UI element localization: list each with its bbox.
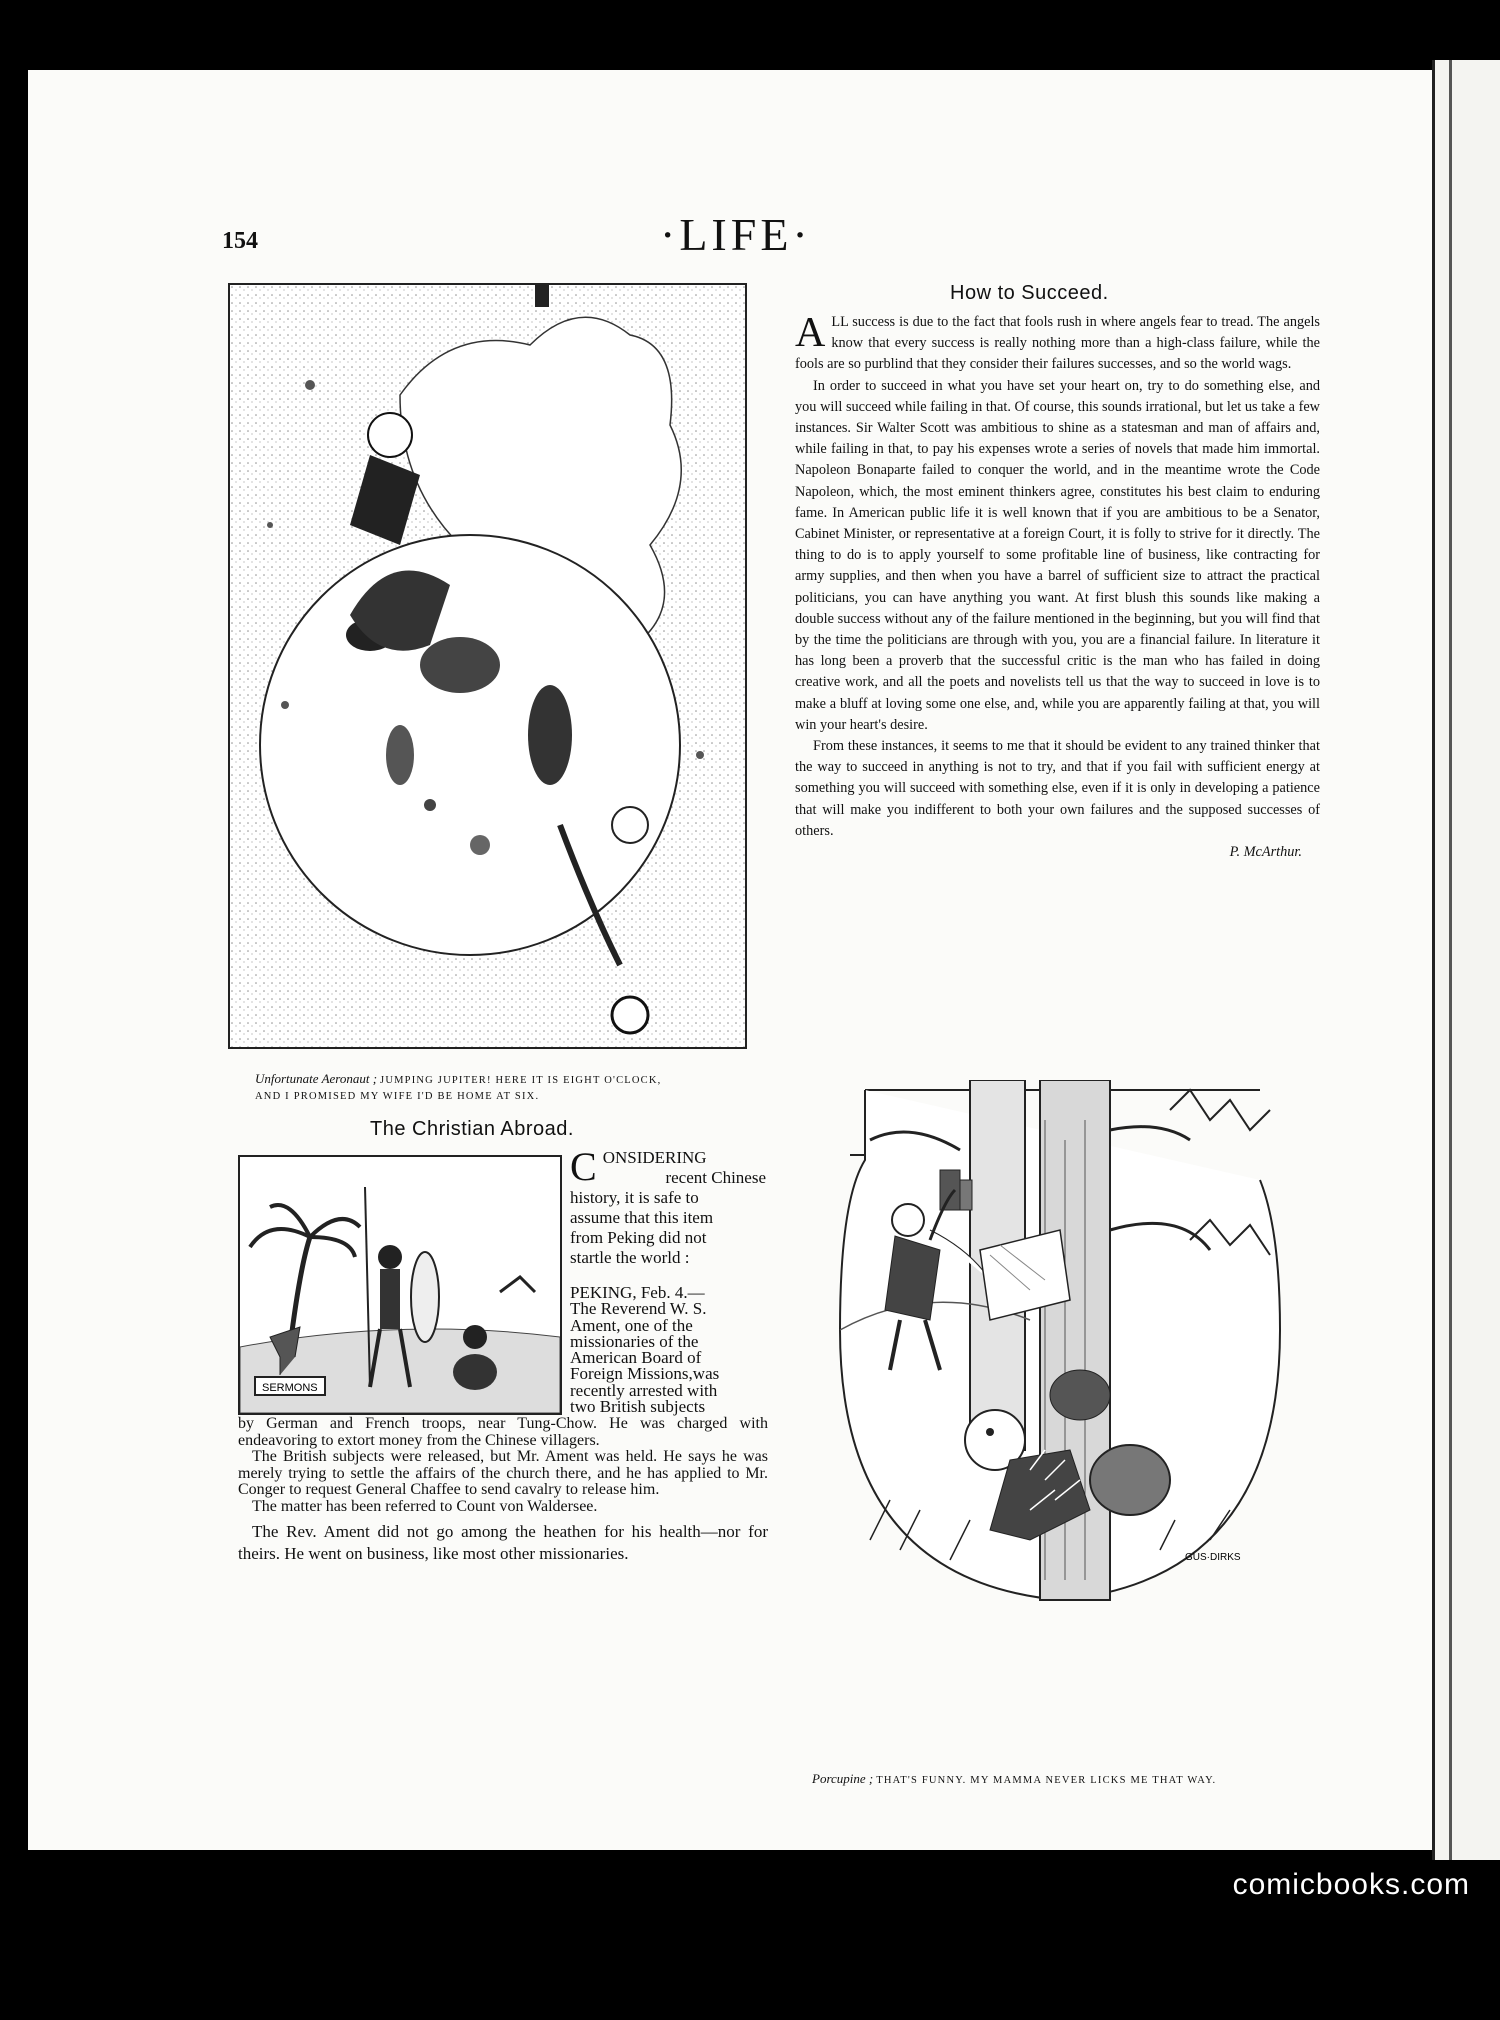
success-signature: P. McArthur.: [1229, 844, 1302, 861]
christian-paragraph-4: The Rev. Ament did not go among the heathen for his health—nor for theirs. He went on business, like most other missionaries.: [238, 1522, 768, 1563]
christian-dispatch-rest: by German and French troops, near Tung-Chow. He was charged with endeavoring to extort money from the Chinese villagers.: [238, 1415, 768, 1449]
masthead: ·LIFE·: [660, 209, 812, 260]
aeronaut-speaker: Unfortunate Aeronaut ;: [255, 1071, 378, 1086]
aeronaut-caption-line-1: JUMPING JUPITER! HERE IT IS EIGHT O'CLOCK,: [380, 1075, 662, 1086]
christian-drop-cap: C: [570, 1144, 597, 1189]
aeronaut-caption-line-2: AND I PROMISED MY WIFE I'D BE HOME AT SIX.: [255, 1091, 540, 1102]
missionary-illustration: [238, 1155, 562, 1415]
dispatch-line-5: American Board of: [570, 1348, 702, 1368]
dispatch-line-6: Foreign Missions,was: [570, 1364, 720, 1384]
christian-dispatch: [570, 1285, 766, 1415]
christian-intro-line-6: startle the world :: [570, 1248, 690, 1267]
dispatch-line-3: Ament, one of the: [570, 1315, 693, 1335]
success-paragraph-1: LL success is due to the fact that fools rush in where angels fear to tread. The angels know that every success is really nothing more than a high-class failure, while the fools are so purblind that they consider their failures successes, and so the world wags.: [795, 314, 1320, 373]
porcupine-caption-text: [812, 1771, 1322, 1789]
success-drop-cap: A: [795, 310, 826, 356]
christian-intro-line-4: assume that this item: [570, 1208, 714, 1227]
success-paragraph-3: From these instances, it seems to me that it should be evident to any trained thinker that the way to succeed in anything is not to try, and that if you fail with sufficient energy at something you will succeed with something else, even if it is only in developing a patience that will make you indifferent to both your own failures and the supposed successes of others.: [795, 738, 1320, 839]
success-paragraph-2: In order to succeed in what you have set your heart on, try to do something else, and you will succeed while failing in that. Of course, this sounds irrational, but let us take a few instances. Sir Walter Scott was ambitious to shine as a statesman and man of affairs and, while failing in that, to pay his expenses wrote a series of novels that made him immortal. Napoleon Bonaparte failed to conquer the world, and in the meantime wrote the Code Napoleon, which, the most eminent thinkers agree, constitutes his best claim to enduring fame. In American public life it is well known that if you are ambitious to be a Senator, Cabinet Minister, or representative at a foreign Court, it is folly to strive for it directly. The thing to do is to apply yourself to some profitable line of business, like contracting for army supplies, and then when you have a barrel of sufficient size to attract the practical politicians, you can have anything you want. At first blush this sounds like making a double success without any of the failure mentioned in the beginning, but you will find that by the time the politicians are through with you, you are a financial failure. In literature it has long been a proverb that the successful critic is the man who has failed in doing creative work, and all the poets and novelists tell us that the way to succeed in love is to make a bluff at loving some one else, and, while you are apparently failing at that, you will win your heart's desire.: [795, 377, 1320, 733]
sermons-label: SERMONS: [262, 1382, 318, 1394]
dispatch-line-4: missionaries of the: [570, 1331, 699, 1351]
success-article: [795, 312, 1320, 863]
dispatch-line-2: The Reverend W. S.: [570, 1299, 707, 1319]
christian-paragraph-3: The matter has been referred to Count von Waldersee.: [252, 1497, 598, 1515]
dispatch-line-8: two British subjects: [570, 1397, 706, 1417]
aeronaut-moon-cartoon: [228, 283, 747, 1049]
christian-intro-line-3: history, it is safe to: [570, 1188, 699, 1207]
porcupine-caption-quote: THAT'S FUNNY. MY MAMMA NEVER LICKS ME THAT WAY.: [876, 1775, 1217, 1786]
page-number: 154: [222, 228, 258, 254]
aeronaut-caption: [255, 1071, 775, 1105]
next-page-edge: [1432, 60, 1500, 1860]
watermark: comicbooks.com: [1232, 1868, 1470, 1901]
christian-body: [238, 1416, 768, 1565]
dispatch-line-1: PEKING, Feb. 4.—: [570, 1283, 705, 1302]
christian-intro: [570, 1144, 766, 1268]
dispatch-line-7: recently arrested with: [570, 1380, 718, 1400]
porcupine-scene-visible: [830, 1080, 1300, 2015]
christian-paragraph-2: The British subjects were released, but Mr. Ament was held. He says he was merely trying to settle the affairs of the church there, and he has applied to Mr. Conger to request General Chaffee to send cavalry to release him.: [238, 1448, 768, 1498]
christian-intro-line-5: from Peking did not: [570, 1228, 707, 1247]
christian-intro-line-2: recent Chinese: [665, 1168, 766, 1187]
success-title: How to Succeed.: [950, 282, 1109, 304]
artist-signature: GUS·DIRKS: [1185, 1552, 1241, 1563]
porcupine-speaker: Porcupine ;: [812, 1771, 874, 1786]
christian-title: The Christian Abroad.: [370, 1118, 574, 1140]
christian-intro-line-1: ONSIDERING: [602, 1148, 707, 1167]
